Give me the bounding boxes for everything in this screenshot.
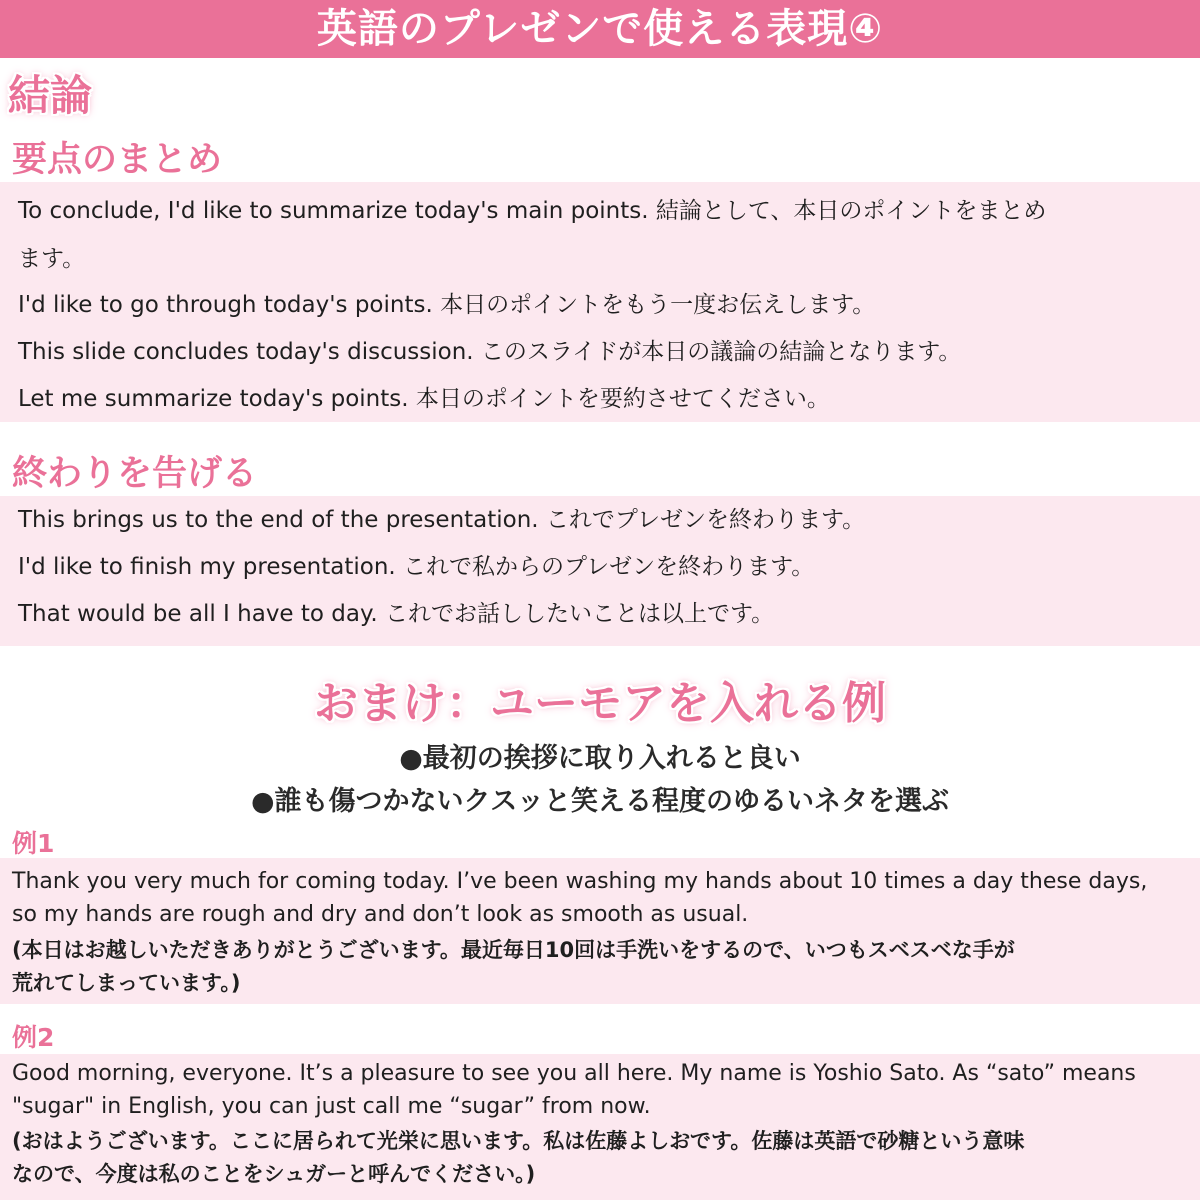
example-line: Good morning, everyone. It’s a pleasure to see you all here. My name is Yoshio Sato. As “sato” means (12, 1061, 1136, 1086)
example-translation: (本日はお越しいただきありがとうございます。最近毎日10回は手洗いをするので、いつもスベスベな手が (12, 938, 1015, 962)
bullet-tip: ●誰も傷つかないクスッと笑える程度のゆるいネタを選ぶ (250, 786, 950, 817)
list-item: That would be all I have to day. これでお話ししたいことは以上です。 (18, 601, 775, 627)
bullet-tip: ●最初の挨拶に取り入れると良い (399, 743, 801, 774)
example-translation: 荒れてしまっています。) (12, 971, 241, 995)
example-1-label: 例1 (12, 829, 55, 858)
example-translation: なので、今度は私のことをシュガーと呼んでください。) (12, 1162, 536, 1186)
conclusion-label: 結論 (8, 71, 93, 120)
list-item: I'd like to finish my presentation. これで私からのプレゼンを終わります。 (18, 554, 815, 580)
example-line: "sugar" in English, you can just call me “sugar” from now. (12, 1094, 651, 1119)
ending-box (0, 496, 1200, 646)
example-translation: (おはようございます。ここに居られて光栄に思います。私は佐藤よしおです。佐藤は英語で砂糖という意味 (12, 1129, 1025, 1153)
section-title-ending: 終わりを告げる (12, 454, 258, 494)
list-item: This slide concludes today's discussion. このスライドが本日の議論の結論となります。 (18, 339, 962, 365)
summary-box (0, 182, 1200, 422)
example-1-box (0, 858, 1200, 1004)
page-title: 英語のプレゼンで使える表現④ (0, 0, 1200, 58)
list-item: Let me summarize today's points. 本日のポイントを要約させてください。 (18, 386, 830, 412)
example-2-box (0, 1054, 1200, 1200)
list-item: This brings us to the end of the presentation. これでプレゼンを終わります。 (18, 507, 866, 533)
example-2-label: 例2 (12, 1023, 55, 1052)
list-item: To conclude, I'd like to summarize today's main points. 結論として、本日のポイントをまとめ (18, 198, 1047, 224)
bonus-title: おまけ：ユーモアを入れる例 (314, 678, 886, 729)
example-line: Thank you very much for coming today. I’ve been washing my hands about 10 times a day these days, (12, 869, 1148, 894)
list-item: ます。 (18, 246, 86, 272)
example-line: so my hands are rough and dry and don’t look as smooth as usual. (12, 902, 749, 927)
list-item: I'd like to go through today's points. 本日のポイントをもう一度お伝えします。 (18, 292, 876, 318)
section-title-summary: 要点のまとめ (12, 140, 223, 180)
